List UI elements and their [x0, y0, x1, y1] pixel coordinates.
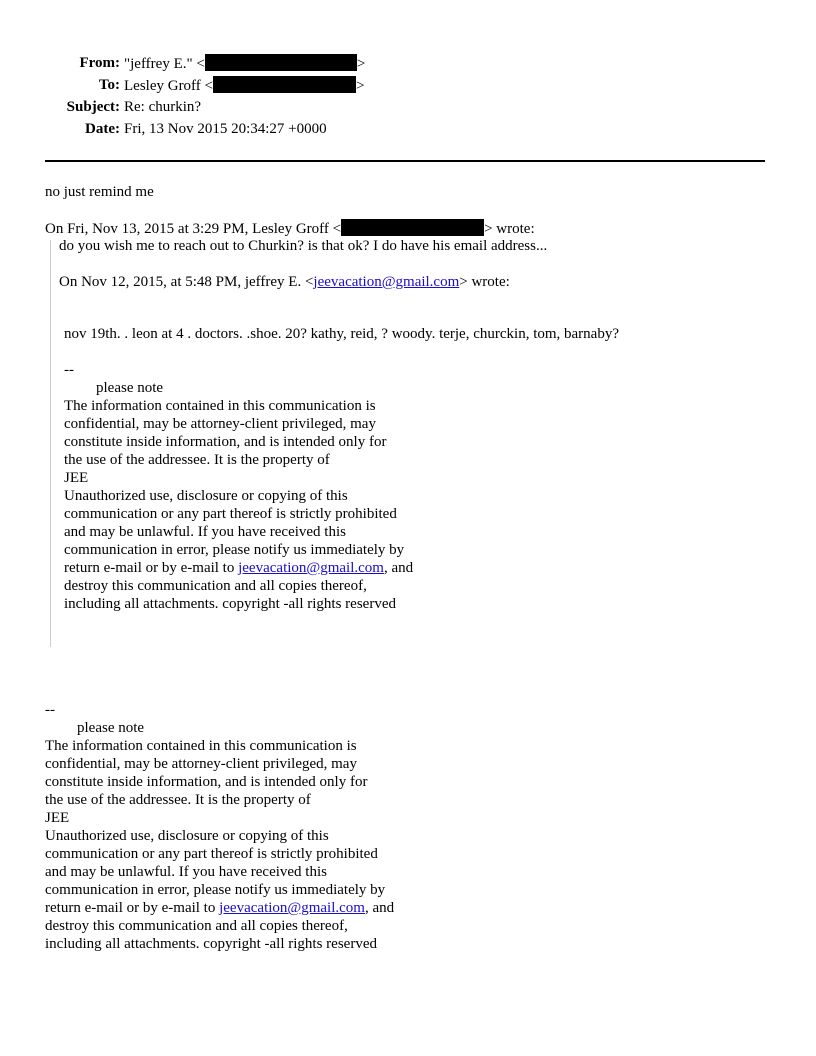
sig-line-post: , and [383, 560, 414, 576]
sig-line: constitute inside information, and is intended only for [45, 774, 368, 790]
quote2-intro [59, 273, 510, 291]
subject-label: Subject: [66, 99, 120, 115]
sig-line: JEE [64, 470, 89, 486]
quote2-intro-pre: On Nov 12, 2015, at 5:48 PM, jeffrey E. < [59, 274, 314, 290]
date-label: Date: [85, 121, 120, 137]
sig-line-email [45, 899, 394, 917]
sig-line: communication or any part thereof is strictly prohibited [64, 506, 397, 522]
header-divider [45, 160, 765, 162]
quote2-intro-post: > wrote: [459, 274, 510, 290]
sig-line: and may be unlawful. If you have received this [64, 524, 346, 540]
sig-dashes: -- [45, 702, 55, 718]
sig-email-link[interactable]: jeevacation@gmail.com [219, 900, 365, 916]
sig-line-pre: return e-mail or by e-mail to [45, 900, 220, 916]
from-value [124, 54, 365, 73]
reply-text: no just remind me [45, 184, 154, 200]
sig-line: destroy this communication and all copies thereof, [64, 578, 367, 594]
to-label: To: [98, 77, 120, 93]
sig-line: The information contained in this communication is [64, 398, 376, 414]
redaction-box [205, 54, 357, 71]
sig-line-pre: return e-mail or by e-mail to [64, 560, 239, 576]
subject-row [0, 98, 816, 116]
sig-line: the use of the addressee. It is the property of [45, 792, 311, 808]
sig-line: The information contained in this communication is [45, 738, 357, 754]
sig-line-post: , and [364, 900, 395, 916]
subject-value: Re: churkin? [124, 99, 202, 115]
from-row [0, 54, 816, 72]
quote2-text: nov 19th. . leon at 4 . doctors. .shoe. 20? kathy, reid, ? woody. terje, churckin, tom, barnaby? [64, 326, 619, 342]
sig-line: destroy this communication and all copies thereof, [45, 918, 348, 934]
sig-line: the use of the addressee. It is the property of [64, 452, 330, 468]
sig-line: constitute inside information, and is intended only for [64, 434, 387, 450]
from-label: From: [79, 55, 120, 71]
from-close: > [356, 56, 366, 72]
sig-line: communication in error, please notify us immediately by [45, 882, 386, 898]
sig-line: communication or any part thereof is strictly prohibited [45, 846, 378, 862]
to-row [0, 76, 816, 94]
redaction-box [213, 76, 356, 93]
to-name: Lesley Groff < [124, 78, 213, 94]
redaction-box [341, 219, 484, 236]
sig-line: confidential, may be attorney-client privileged, may [64, 416, 376, 432]
sig-line: including all attachments. copyright -all rights reserved [45, 936, 377, 952]
sig-dashes: -- [64, 362, 74, 378]
to-close: > [356, 78, 365, 94]
date-value: Fri, 13 Nov 2015 20:34:27 +0000 [124, 121, 327, 137]
quote1-text: do you wish me to reach out to Churkin? is that ok? I do have his email address... [59, 238, 548, 254]
quote-bar [50, 240, 51, 647]
sig-line: confidential, may be attorney-client privileged, may [45, 756, 357, 772]
quote1-intro-post: > wrote: [484, 221, 535, 237]
sig-line: Unauthorized use, disclosure or copying of this [64, 488, 348, 504]
signature [45, 701, 394, 953]
quote1-intro [45, 219, 535, 238]
quoted-signature [64, 361, 413, 613]
quote1-intro-pre: On Fri, Nov 13, 2015 at 3:29 PM, Lesley Groff < [45, 221, 342, 237]
sig-note: please note [77, 720, 145, 736]
date-row [0, 120, 816, 138]
sig-line: JEE [45, 810, 70, 826]
sig-email-link[interactable]: jeevacation@gmail.com [238, 560, 384, 576]
to-value [124, 76, 364, 95]
sig-line: Unauthorized use, disclosure or copying of this [45, 828, 329, 844]
from-name: "jeffrey E." < [124, 56, 205, 72]
sig-line-email [64, 559, 413, 577]
sig-line: communication in error, please notify us immediately by [64, 542, 405, 558]
sig-line: including all attachments. copyright -all rights reserved [64, 596, 396, 612]
quote2-email-link[interactable]: jeevacation@gmail.com [313, 274, 460, 290]
sig-note: please note [96, 380, 164, 396]
sig-line: and may be unlawful. If you have received this [45, 864, 327, 880]
